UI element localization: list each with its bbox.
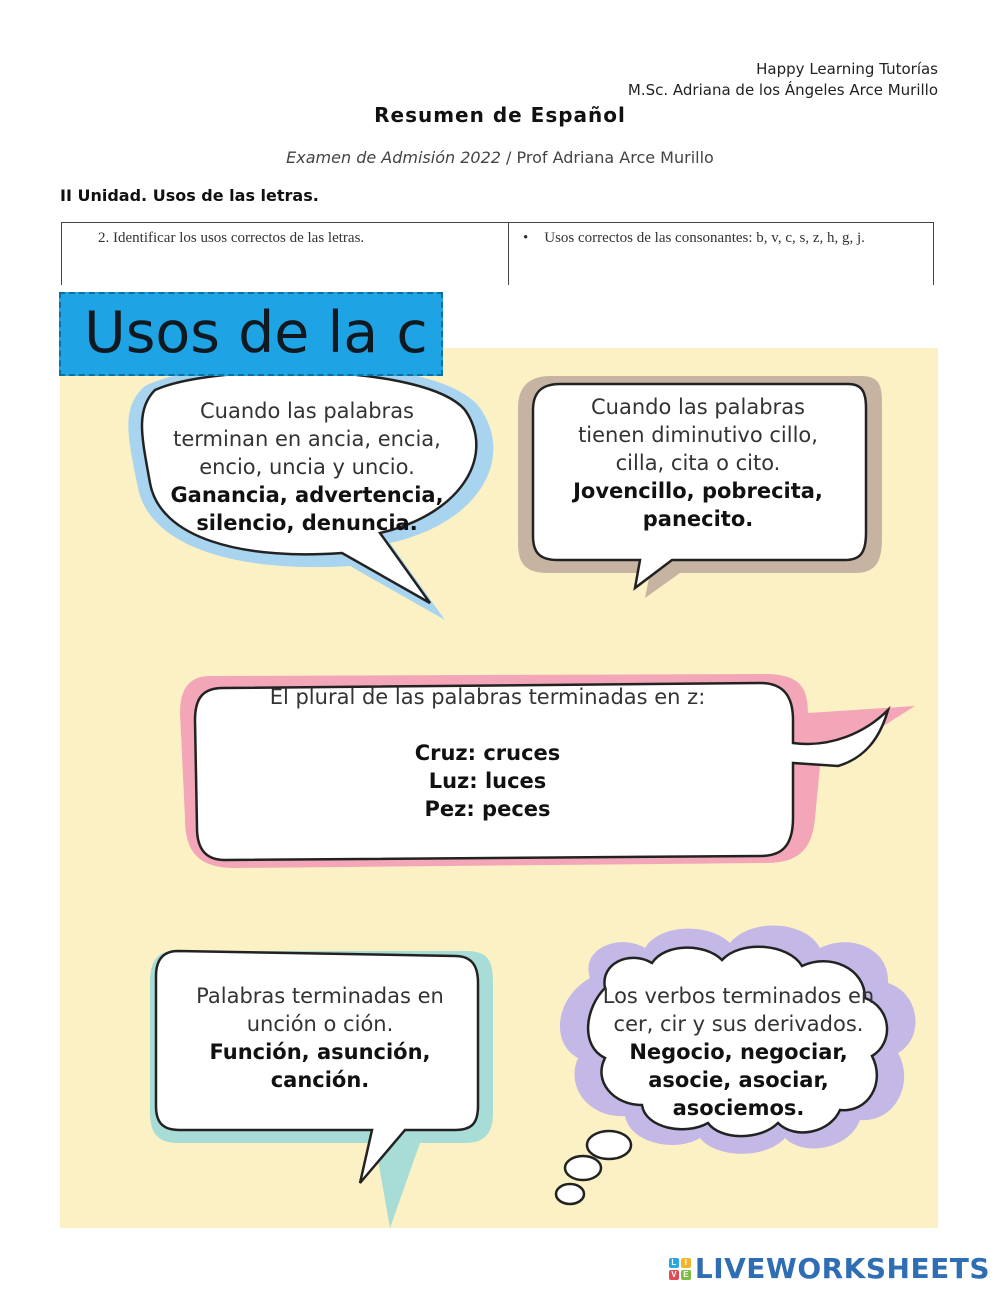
bubble-line: Cuando las palabras — [591, 395, 805, 419]
content-cell — [509, 223, 934, 286]
content-text: Usos correctos de las consonantes: b, v, c, s, z, h, g, j. — [544, 230, 865, 246]
bubble-line: Cuando las palabras — [200, 399, 414, 423]
document-title: Resumen de Español — [374, 103, 626, 127]
bubble-example: Pez: peces — [424, 797, 551, 821]
bubble-example: Función, asunción, — [209, 1040, 431, 1064]
bubble-line: Palabras terminadas en — [196, 984, 444, 1008]
bubble-ancia-text — [152, 397, 462, 537]
bubble-line: Los verbos terminados en — [602, 984, 875, 1008]
bubble-example: Luz: luces — [428, 769, 547, 793]
bubble-example: Negocio, negociar, — [629, 1040, 848, 1064]
bubble-example: Ganancia, advertencia, — [170, 483, 444, 507]
bubble-line: unción o ción. — [246, 1012, 394, 1036]
table-row — [62, 223, 934, 286]
professor-name: / Prof Adriana Arce Murillo — [500, 148, 714, 167]
author-name: M.Sc. Adriana de los Ángeles Arce Murillo — [627, 81, 938, 99]
logo-text: LIVEWORKSHEETS — [694, 1252, 990, 1285]
exam-name: Examen de Admisión 2022 — [286, 148, 501, 167]
bubble-example: panecito. — [642, 507, 754, 531]
bubble-example: Jovencillo, pobrecita, — [573, 479, 823, 503]
bubble-line: encio, uncia y uncio. — [199, 455, 415, 479]
bubble-cion-text — [170, 982, 470, 1094]
bubble-example: silencio, denuncia. — [196, 511, 418, 535]
objectives-table — [61, 222, 934, 285]
org-name: Happy Learning Tutorías — [756, 60, 938, 78]
logo-blocks-icon: L I V E — [669, 1258, 691, 1280]
bubble-line: terminan en ancia, encia, — [173, 427, 441, 451]
bubble-example: asocie, asociar, — [648, 1068, 829, 1092]
bubble-plural-text — [230, 683, 745, 823]
bubble-verbos-text — [586, 982, 891, 1122]
bubble-line: El plural de las palabras terminadas en z: — [269, 685, 706, 709]
bubble-line: cilla, cita o cito. — [615, 451, 781, 475]
bullet-icon: • — [523, 230, 529, 246]
liveworksheets-logo[interactable] — [669, 1252, 990, 1285]
bubble-line: cer, cir y sus derivados. — [613, 1012, 864, 1036]
bubble-example: asociemos. — [672, 1096, 805, 1120]
bubble-example: Cruz: cruces — [414, 741, 561, 765]
bubble-diminutivo-text — [543, 393, 853, 533]
poster-title: Usos de la c — [84, 300, 428, 366]
unit-heading: II Unidad. Usos de las letras. — [60, 186, 319, 205]
objective-cell: 2. Identificar los usos correctos de las letras. — [62, 223, 509, 286]
bubble-line: tienen diminutivo cillo, — [578, 423, 818, 447]
document-subtitle — [0, 148, 1000, 167]
bubble-example: canción. — [270, 1068, 370, 1092]
